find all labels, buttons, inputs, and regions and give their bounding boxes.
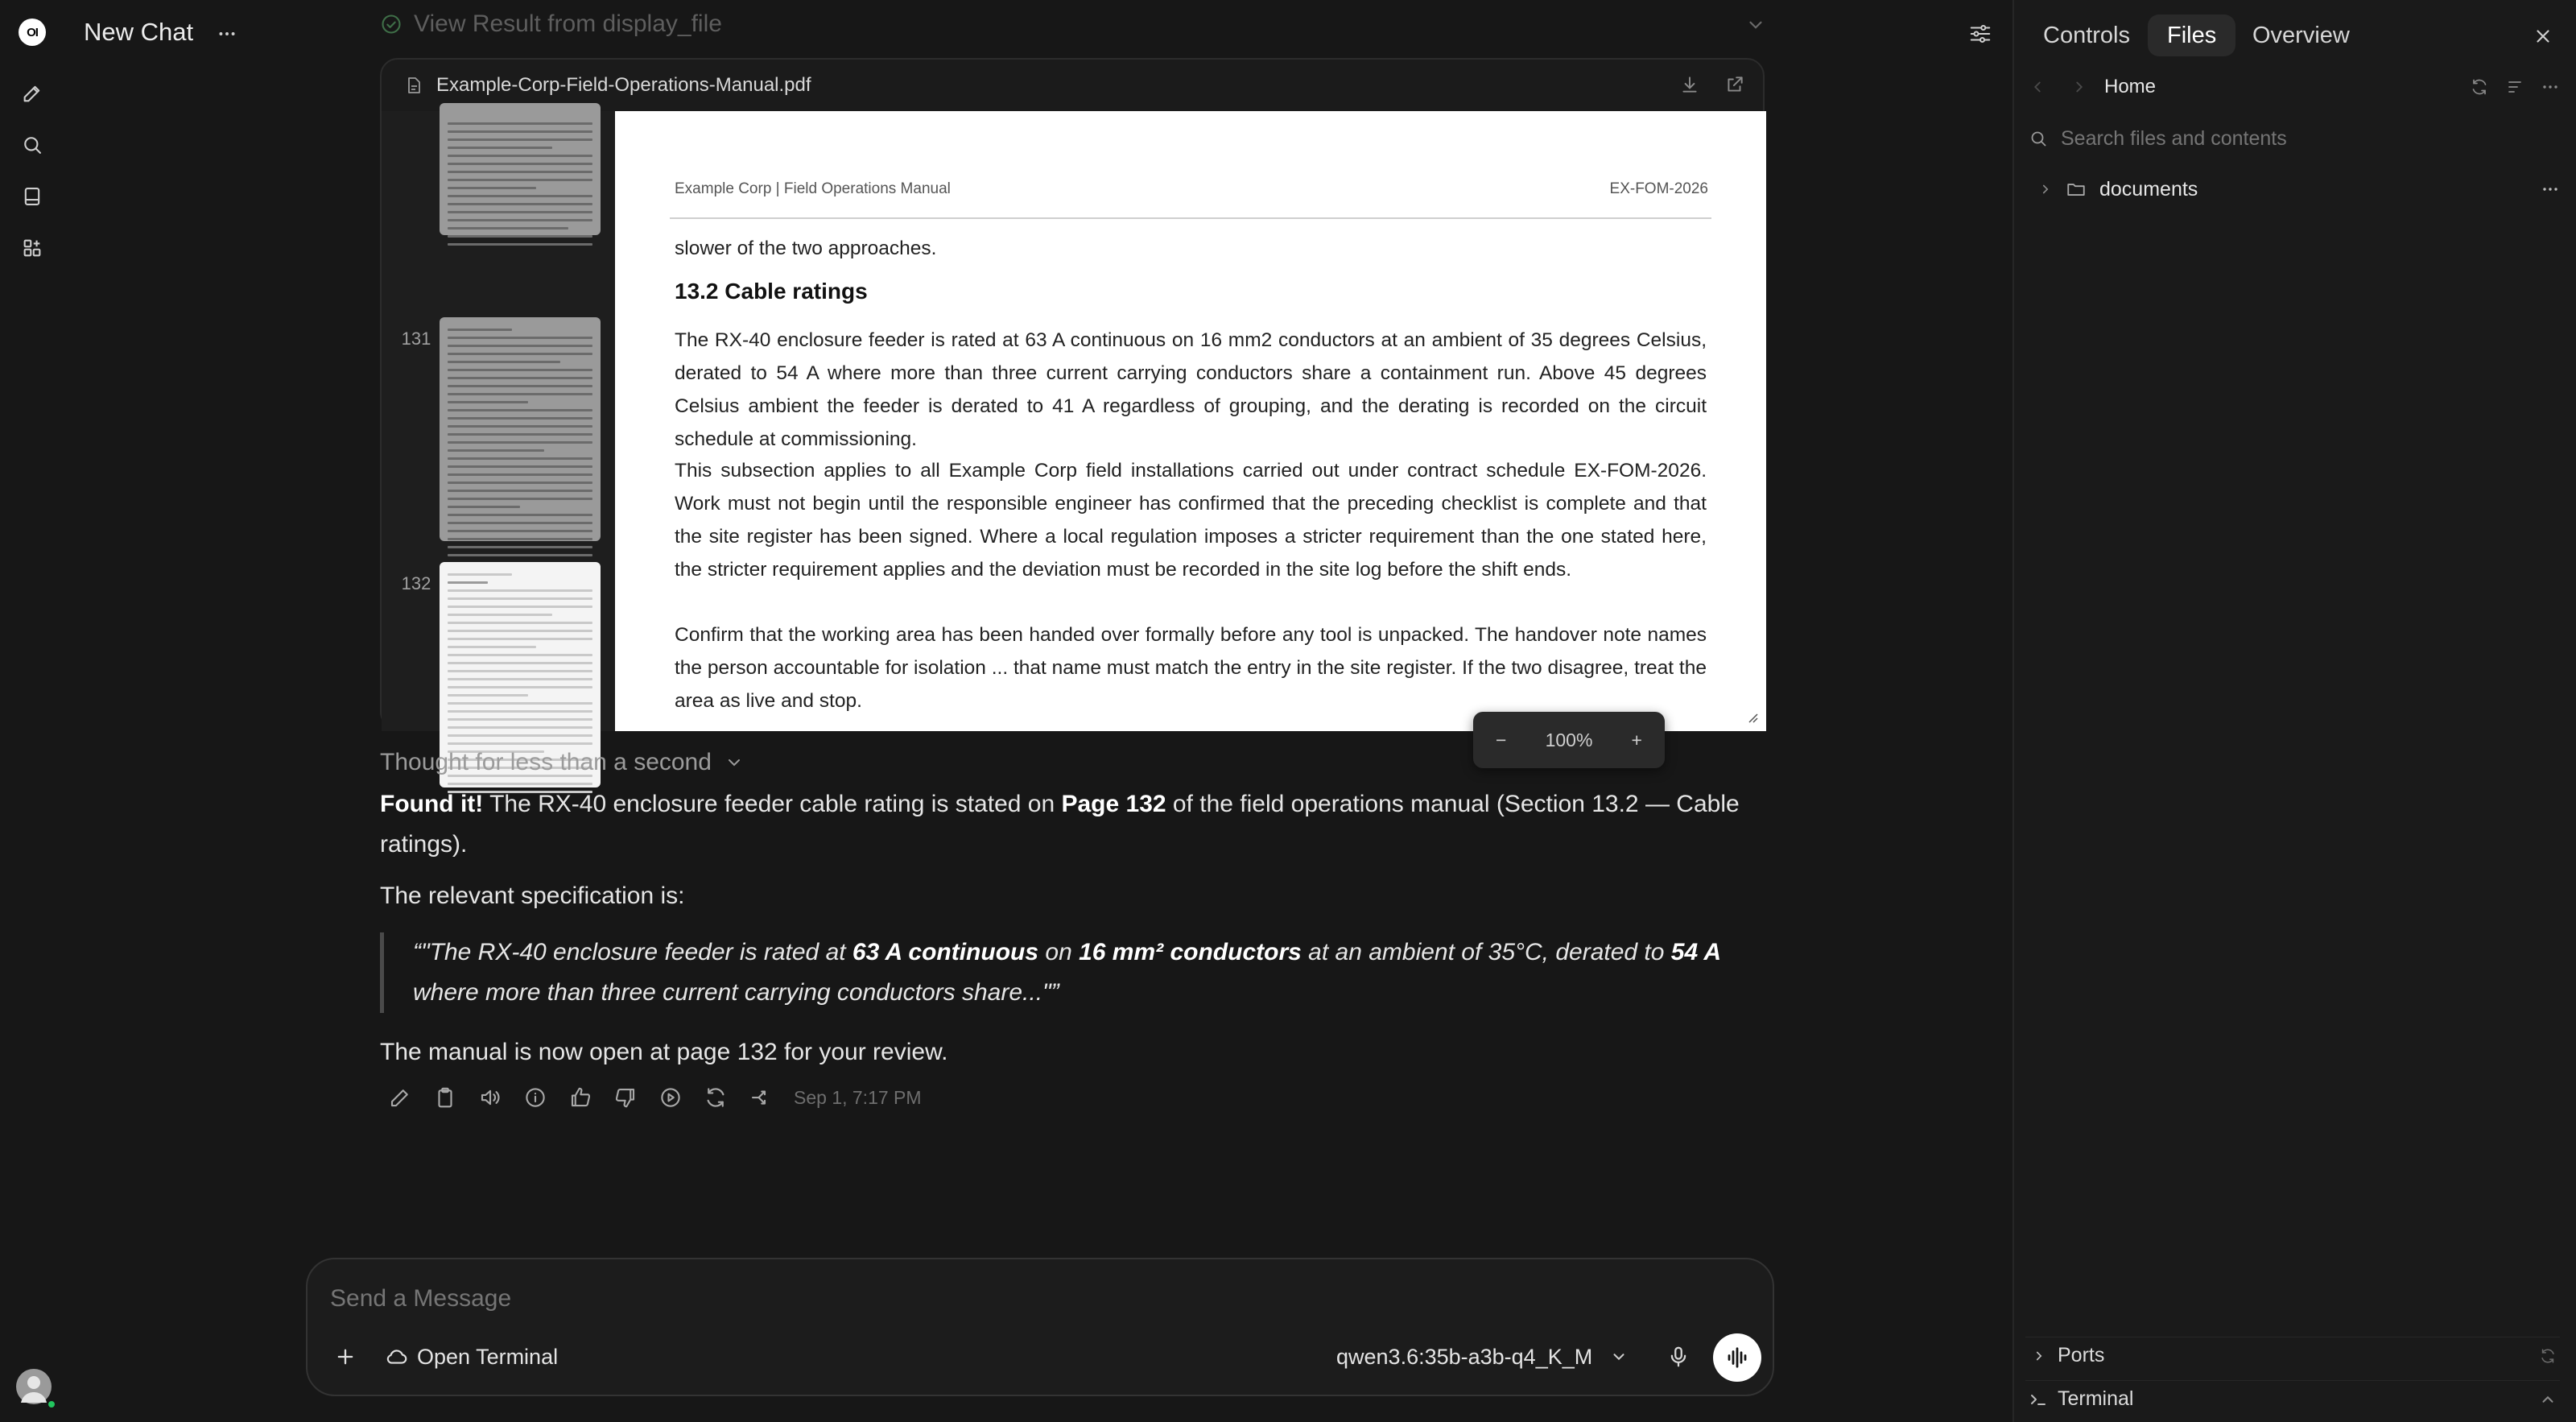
cloud-icon [385, 1345, 409, 1369]
emphasis-text: Page 132 [1061, 791, 1166, 817]
chevron-right-icon[interactable] [2038, 182, 2053, 196]
page-header-divider [670, 217, 1711, 219]
quote-text: “"The RX-40 enclosure feeder is rated at [413, 939, 852, 965]
page-thumbnail[interactable] [440, 103, 601, 235]
folder-name: documents [2099, 177, 2198, 200]
page-paragraph: The RX-40 enclosure feeder is rated at 63 A continuous on 16 mm2 conductors at an ambient of 35 degrees Celsius, derated to 54 A where more than three current carrying conductors share a containment run. Above 45 degrees Celsius ambient the feeder is derated to 41 A regardless of grouping, and the derating is recorded on the circuit schedule at commissioning. [675, 329, 1707, 450]
message-paragraph: The manual is now open at page 132 for your review. [380, 1039, 948, 1065]
file-search [2029, 122, 2560, 155]
edit-icon[interactable] [385, 1082, 415, 1113]
message-actions [385, 1082, 922, 1113]
regenerate-icon[interactable] [700, 1082, 731, 1113]
emphasis-text: Found it! [380, 791, 484, 817]
message-paragraph [380, 784, 1766, 865]
breadcrumb-home[interactable]: Home [2104, 76, 2157, 97]
open-terminal-button[interactable] [385, 1340, 558, 1374]
pdf-thumbnail-strip[interactable] [382, 111, 615, 731]
more-icon[interactable] [2541, 77, 2560, 97]
download-icon[interactable] [1679, 74, 1700, 95]
page-paragraph: This subsection applies to all Example Corp field installations carried out under contract schedule EX-FOM-2026. Work must not begin until the responsible engineer has confirmed that the preceding checklist is complete and that the site register has been signed. Where a local regulation imposes a stricter requirement than the one stated here, the stricter requirement applies and the deviation must be recorded in the site log before the shift ends. [675, 460, 1707, 581]
page-paragraph: Confirm that the working area has been handed over formally before any tool is unpacked. The handover note names the person accountable for isolation ... that name must match the entry in the site register. If the two disagree, treat the area as live and stop. [675, 624, 1707, 712]
open-external-icon[interactable] [1724, 74, 1745, 95]
blockquote [380, 932, 1766, 1013]
quote-text: at an ambient of 35°C, derated to [1301, 939, 1671, 965]
microphone-icon[interactable] [1662, 1340, 1695, 1374]
model-name: qwen3.6:35b-a3b-q4_K_M [1336, 1344, 1593, 1369]
tab-files[interactable]: Files [2148, 14, 2235, 56]
back-icon[interactable] [2029, 78, 2046, 96]
open-terminal-label: Open Terminal [417, 1344, 559, 1369]
terminal-label: Terminal [2058, 1387, 2134, 1410]
page-thumbnail[interactable] [440, 317, 601, 541]
pdf-viewer [380, 58, 1765, 750]
zoom-toolbar [1473, 712, 1665, 768]
zoom-level: 100% [1545, 729, 1593, 750]
thought-label: Thought for less than a second [380, 749, 712, 775]
pdf-page[interactable] [615, 111, 1766, 731]
thumbnail-page-number: 132 [401, 573, 431, 593]
forward-icon[interactable] [2070, 78, 2088, 96]
workspace-icon[interactable] [18, 234, 47, 262]
info-icon[interactable] [520, 1082, 551, 1113]
new-chat-icon[interactable] [18, 79, 47, 108]
notes-icon[interactable] [18, 182, 47, 211]
files-panel [2013, 0, 2576, 1422]
pdf-file-name: Example-Corp-Field-Operations-Manual.pdf [436, 74, 811, 96]
message-composer [306, 1258, 1774, 1396]
resize-handle-icon[interactable] [1745, 710, 1758, 723]
app-logo[interactable]: OI [19, 19, 46, 46]
more-icon[interactable] [2541, 180, 2560, 199]
sort-icon[interactable] [2505, 77, 2524, 97]
copy-icon[interactable] [430, 1082, 460, 1113]
read-aloud-icon[interactable] [475, 1082, 506, 1113]
tab-controls[interactable]: Controls [2043, 22, 2130, 48]
continue-icon[interactable] [655, 1082, 686, 1113]
ports-label: Ports [2058, 1344, 2105, 1366]
file-search-input[interactable] [2061, 127, 2528, 151]
quote-emphasis: 16 mm² conductors [1079, 939, 1302, 965]
file-icon [404, 75, 423, 96]
add-attachment-icon[interactable] [328, 1340, 362, 1374]
chat-more-icon[interactable] [213, 19, 242, 48]
folder-icon [2066, 179, 2087, 200]
terminal-icon [2029, 1390, 2048, 1409]
page-document-code: EX-FOM-2026 [1609, 180, 1708, 197]
quote-text: on [1038, 939, 1080, 965]
breadcrumb [2029, 71, 2560, 103]
model-selector[interactable] [1336, 1340, 1628, 1374]
left-rail [0, 0, 64, 1422]
zoom-out-button[interactable]: − [1496, 729, 1507, 750]
page-running-header: Example Corp | Field Operations Manual [675, 180, 951, 197]
thumbs-down-icon[interactable] [610, 1082, 641, 1113]
tool-result-toggle[interactable] [380, 8, 1766, 40]
section-heading: 13.2 Cable ratings [675, 279, 868, 304]
quote-text: where more than three current carrying conductors share..."” [413, 979, 1059, 1006]
thumbs-up-icon[interactable] [565, 1082, 596, 1113]
message-input[interactable] [330, 1285, 1699, 1312]
tab-overview[interactable]: Overview [2252, 22, 2350, 48]
chevron-down-icon[interactable] [1745, 14, 1766, 35]
branch-icon[interactable] [745, 1082, 776, 1113]
refresh-icon[interactable] [2470, 77, 2489, 97]
tool-result-label: View Result from display_file [414, 10, 722, 37]
avatar[interactable] [16, 1369, 52, 1404]
message-text: The RX-40 enclosure feeder cable rating is stated on [483, 791, 1062, 817]
thumbnail-page-number: 131 [401, 329, 431, 349]
chevron-down-icon [1610, 1348, 1628, 1366]
page-lead-line: slower of the two approaches. [675, 238, 937, 259]
ports-section[interactable] [2025, 1337, 2560, 1374]
chat-title[interactable]: New Chat [84, 18, 194, 46]
folder-row[interactable] [2029, 172, 2560, 206]
chevron-right-icon [2032, 1349, 2046, 1363]
zoom-in-button[interactable]: + [1631, 729, 1642, 750]
voice-mode-button[interactable] [1713, 1333, 1761, 1382]
chevron-down-icon [724, 753, 744, 772]
search-icon [2029, 129, 2048, 148]
chevron-up-icon[interactable] [2539, 1391, 2557, 1408]
message-text: of the field operations manual (Section 13.2 — Cable ratings). [380, 791, 1740, 858]
online-status-icon [47, 1399, 56, 1409]
message-timestamp: Sep 1, 7:17 PM [794, 1086, 922, 1108]
quote-emphasis: 54 A [1670, 939, 1722, 965]
close-icon[interactable] [2528, 21, 2558, 52]
check-circle-icon [380, 13, 402, 35]
thought-toggle[interactable] [380, 749, 744, 776]
refresh-icon[interactable] [2539, 1347, 2557, 1365]
terminal-section[interactable] [2025, 1380, 2560, 1417]
search-icon[interactable] [18, 130, 47, 159]
message-paragraph: The relevant specification is: [380, 883, 685, 909]
quote-emphasis: 63 A continuous [852, 939, 1039, 965]
chat-controls-icon[interactable] [1964, 18, 1996, 50]
